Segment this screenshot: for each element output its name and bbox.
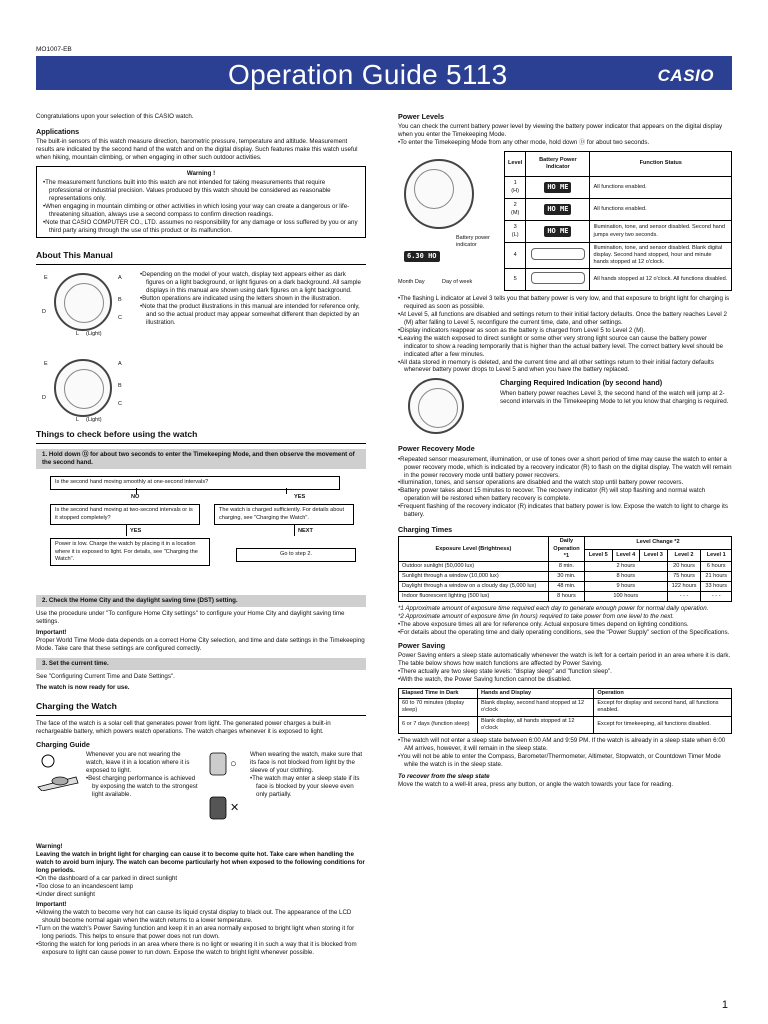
month-day-label: Month Day <box>398 279 425 286</box>
flow-question-2: Is the second hand moving at two-second intervals or is it stopped completely? <box>50 504 200 525</box>
second-hand-watch-illustration <box>398 378 494 440</box>
level-note: • All data stored in memory is deleted, and the current time and all other settings return to their initial factory defaults whenever battery power drops to Level 5 and when you have the battery replaced. <box>398 359 732 375</box>
important-2-item: • Storing the watch for long periods in an area where there is no light or wearing it in such a way that it is blocked from exposure to light can cause power to run down. Expose the watch to bright light whenever possible. <box>36 941 366 957</box>
status-col-header: Function Status <box>590 152 732 177</box>
step-2-text: Use the procedure under "To configure Home City settings" to configure your Home City and daylight saving time settings. <box>36 610 345 626</box>
recover-heading: To recover from the sleep state <box>398 772 490 780</box>
table-row: Sunlight through a window (10,000 lux) 30 min. 8 hours 75 hours 21 hours <box>399 571 732 581</box>
flow-next-label: NEXT <box>298 528 313 535</box>
level-note: • The flashing L indicator at Level 3 tells you that battery power is very low, and that exposure to bright light for charging is required as soon as possible. <box>398 295 732 311</box>
recover-text: Move the watch to a well-lit area, press any button, or angle the watch towards your face for reading. <box>398 780 674 788</box>
warning-item: • When engaging in mountain climbing or other activities in which losing your way can create a dangerous or life-threatening situation, always use a second compass to confirm direction readings. <box>43 203 359 219</box>
intro-text: Congratulations upon your selection of this CASIO watch. <box>36 113 194 120</box>
power-levels-text: You can check the current battery power level by viewing the battery power indicator that appears on the digital display when you enter the Timekeeping Mode. <box>398 123 723 139</box>
table-row: 6 or 7 days (function sleep) Blank display, all hands stopped at 12 o'clock Except for timekeeping, all functions disabled. <box>399 716 732 733</box>
page-title: Operation Guide 5113 <box>228 59 508 90</box>
table-row: 60 to 70 minutes (display sleep) Blank display, second hand stopped at 12 o'clock Except for display and second hand, all functions enabled. <box>399 699 732 716</box>
left-column <box>36 110 366 957</box>
level-table <box>504 151 732 291</box>
ok-icon: ○ <box>230 757 237 770</box>
day-of-week-label: Day of week <box>442 279 473 286</box>
applications-heading: Applications <box>36 126 80 136</box>
power-levels-heading: Power Levels <box>398 112 444 121</box>
sleep-note: • The watch will not enter a sleep state between 6:00 AM and 9:59 PM. If the watch is already in a sleep state when 6:00 AM arrives, however, it will remain in the sleep state. <box>398 737 732 753</box>
title-banner <box>36 56 732 90</box>
charging-times-table: Exposure Level (Brightness) Daily Operation *1 Level Change *2 Level 5 Level 4 Level 3 Level 2 Level 1 Outdoor sunlight (50,000 lux) 8 min. 2 hours 20 hours 6 hours Sunlight through a window (10,000 lux) 30 min. 8 hours 75 hours 21 hours Daylight through a window on a cloudy day (5,000 lux) 48 min. 9 hours 122 hours 33 hours Indoor fluorescent lighting (500 lux) 8 hours 100 hours - - - - - - <box>398 536 732 602</box>
step-3-text: See "Configuring Current Time and Date Settings". <box>36 672 175 680</box>
about-item: • Note that the product illustrations in this manual are intended for reference only, and so the actual product may appear somewhat different than depicted by an illustration. <box>140 303 366 327</box>
table-row: Daylight through a window on a cloudy day (5,000 lux) 48 min. 9 hours 122 hours 33 hours <box>399 582 732 592</box>
flow-low-power-box: Power is low. Charge the watch by placing it in a location where it is exposed to light. For details, see "Charging the Watch". <box>50 538 210 566</box>
power-saving-item: • There actually are two sleep state levels: "display sleep" and "function sleep". <box>398 668 732 676</box>
flow-yes-label: YES <box>294 494 306 501</box>
power-saving-table: Elapsed Time in Dark Hands and Display Operation 60 to 70 minutes (display sleep) Blank display, second hand stopped at 12 o'clock Except for display and second hand, all functions enabled. 6 or 7 days (function sleep) Blank display, all hands stopped at 12 o'clock Except for timekeeping, all functions disabled. <box>398 688 732 734</box>
exposure-col-header: Exposure Level (Brightness) <box>399 537 549 561</box>
level-note: • At Level 5, all functions are disabled and settings return to their initial factory defaults. Once the battery reaches Level 2 (M) after falling to Level 5, reconfigure the current time, date, and other settings. <box>398 311 732 327</box>
about-heading: About This Manual <box>36 244 366 265</box>
step-2-bar: 2. Check the Home City and the daylight saving time (DST) setting. <box>36 595 366 607</box>
table-row: 4 Illumination, tone, and sensor disabled. Blank digital display. Second hand stopped, hour and minute hands stopped at 12 o'clock. <box>505 243 732 269</box>
warning-box <box>36 166 366 239</box>
warning-item: • The measurement functions built into this watch are not intended for taking measurements that require professional or industrial precision. Values produced by this watch should be considered as reasonable representations only. <box>43 179 359 203</box>
power-saving-text: Power Saving enters a sleep state automatically whenever the watch is left for a certain period in an area where it is dark. The table below shows how watch functions are affected by Power Saving. <box>398 652 731 668</box>
ng-icon: ✕ <box>230 801 240 814</box>
important-2-item: • Allowing the watch to become very hot can cause its liquid crystal display to black out. The appearance of the LCD should become normal again when the watch returns to a lower temperature. <box>36 909 366 925</box>
footnote-2: *2 Approximate amount of exposure time (in hours) required to take power from one level to the next. <box>398 613 674 621</box>
recovery-heading: Power Recovery Mode <box>398 444 475 454</box>
sleep-note: • You will not be able to enter the Compass, Barometer/Thermometer, Altimeter, Stopwatch, or Countdown Timer Mode while the watch is in the sleep state. <box>398 753 732 769</box>
flow-charged-box: The watch is charged sufficiently. For details about charging, see "Charging the Watch". <box>214 504 354 525</box>
guide-right-text: When wearing the watch, make sure that its face is not blocked from light by the sleeve of your clothing. <box>250 750 363 774</box>
page-number: 1 <box>721 999 728 1011</box>
level-note: • Leaving the watch exposed to direct sunlight or some other very strong light source can cause the battery power indicator to show a reading temporarily that is higher than the actual battery level. The correct battery level should be indicated after a few minutes. <box>398 335 732 359</box>
warning-2-item: • Too close to an incandescent lamp <box>36 883 366 891</box>
charging-required-text: When battery power reaches Level 3, the second hand of the watch will jump at 2-second intervals in the Timekeeping Mode to let you know that charging is required. <box>500 389 729 405</box>
charging-note: • The above exposure times all are for reference only. Actual exposure times depend on lighting conditions. <box>398 621 732 629</box>
table-row: 2 (M) HO ME All functions enabled. <box>505 199 732 221</box>
document-code: MO1007-EB <box>36 46 72 53</box>
table-row: Indoor fluorescent lighting (500 lux) 8 hours 100 hours - - - - - - <box>399 592 732 602</box>
step-3-bar: 3. Set the current time. <box>36 658 366 670</box>
important-2-item: • Turn on the watch's Power Saving function and keep it in an area normally exposed to bright light when storing it for long periods. This helps to ensure that power does not run down. <box>36 925 366 941</box>
about-item: • Depending on the model of your watch, display text appears either as dark figures on a light background, or light figures on a dark background. All sample displays in this manual are shown using dark figures on a light background. <box>140 271 366 295</box>
level-col-header: Level <box>505 152 526 177</box>
power-levels-item: • To enter the Timekeeping Mode from any other mode, hold down Ⓓ for about two seconds. <box>398 139 732 147</box>
charging-heading: Charging the Watch <box>36 695 366 716</box>
level-note: • Display indicators reappear as soon as the battery is charged from Level 5 to Level 2 (M). <box>398 327 732 335</box>
charging-note: • For details about the operating time and daily operating conditions, see the "Power Supply" section of the Specifications. <box>398 629 732 637</box>
important-2-label: Important! <box>36 901 67 909</box>
things-heading: Things to check before using the watch <box>36 423 366 444</box>
footnote-1: *1 Approximate amount of exposure time required each day to generate enough power for normal daily operation. <box>398 605 709 613</box>
guide-right-item: • The watch may enter a sleep state if its face is blocked by your sleeve even only partially. <box>250 775 366 799</box>
daily-col-header: Daily Operation *1 <box>548 537 584 561</box>
warning-item: • Note that CASIO COMPUTER CO., LTD. assumes no responsibility for any damage or loss suffered by you or any third party arising through the use of this product or its malfunction. <box>43 219 359 235</box>
warning-2-label: Warning! <box>36 842 63 850</box>
power-saving-item: • With the watch, the Power Saving function cannot be disabled. <box>398 676 732 684</box>
battery-indicator-label: Battery power indicator <box>456 235 490 249</box>
flow-yes-label-2: YES <box>130 528 142 535</box>
wrist-icons <box>204 751 244 843</box>
flow-goto-box: Go to step 2. <box>236 548 356 561</box>
table-row: 5 All hands stopped at 12 o'clock. All functions disabled. <box>505 269 732 291</box>
recovery-item: • Frequent flashing of the recovery indicator (R) indicates that battery power is low. Expose the watch to light to charge its battery. <box>398 503 732 519</box>
power-saving-heading: Power Saving <box>398 641 446 651</box>
flow-no-label: NO <box>131 494 140 501</box>
guide-left-item: • Best charging performance is achieved by exposing the watch to the strongest light available. <box>86 775 198 799</box>
table-row: 3 (L) HO ME Illumination, tone, and sensor disabled. Second hand jumps every two seconds. <box>505 221 732 243</box>
table-row: Outdoor sunlight (50,000 lux) 8 min. 2 hours 20 hours 6 hours <box>399 561 732 571</box>
warning-2-item: • On the dashboard of a car parked in direct sunlight <box>36 875 366 883</box>
ready-text: The watch is now ready for use. <box>36 683 130 691</box>
recovery-item: • Battery power takes about 15 minutes to recover. The recovery indicator (R) will stop flashing and normal watch operation will be restored when battery recovery is complete. <box>398 487 732 503</box>
watch-illustration-1: E A B D C L (Light) <box>42 275 122 338</box>
table-row: 1 (H) HO ME All functions enabled. <box>505 177 732 199</box>
warning-title: Warning ! <box>186 169 216 177</box>
applications-text: The built-in sensors of this watch measure direction, barometric pressure, temperature and altitude. Measurement results are indicated by the second hand of the watch and on the digital display. Such features make this watch useful when hiking, mountain climbing, or when engaging in other such outdoor activities. <box>36 138 358 162</box>
level-change-header: Level Change *2 <box>584 537 731 549</box>
charging-required-heading: Charging Required Indication (by second hand) <box>500 378 663 388</box>
sun-lamp-icon <box>36 751 80 843</box>
indicator-col-header: Battery Power Indicator <box>526 152 590 177</box>
recovery-item: • Illumination, tones, and sensor operations are disabled and the watch stop until battery power recovers. <box>398 479 732 487</box>
warning-2-item: • Under direct sunlight <box>36 891 366 899</box>
important-text: Proper World Time Mode data depends on a correct Home City selection, and time and date settings in the Timekeeping Mode. Take care that these settings are configured correctly. <box>36 637 365 653</box>
charging-guide-heading: Charging Guide <box>36 739 90 749</box>
step-1-bar: 1. Hold down Ⓓ for about two seconds to enter the Timekeeping Mode, and then observe the movement of the second hand. <box>36 449 366 469</box>
flow-question-1: Is the second hand moving smoothly at one-second intervals? <box>50 476 340 489</box>
brand-logo: CASIO <box>657 66 714 85</box>
warning-2-text: Leaving the watch in bright light for charging can cause it to become quite hot. Take care when handling the watch to avoid burn injury. The watch can become particularly hot when exposed to the following conditions for long periods. <box>36 850 365 874</box>
watch-illustration-2: E A B D C L (Light) <box>42 361 122 424</box>
about-item: • Button operations are indicated using the letters shown in the illustration. <box>140 295 366 303</box>
charging-times-heading: Charging Times <box>398 525 453 535</box>
recovery-item: • Repeated sensor measurement, illumination, or use of tones over a short period of time may cause the watch to enter a power recovery mode, which is indicated by a recovery indicator (R) to flash on the digital display. The watch will remain in the power recovery mode until battery power recovers. <box>398 456 732 480</box>
watch-display-figure: 6.30 HO Battery power indicator Month Day Day of week <box>398 151 498 291</box>
guide-left-text: Whenever you are not wearing the watch, leave it in a location where it is exposed to light. <box>86 750 190 774</box>
important-label: Important! <box>36 629 67 637</box>
check-flowchart <box>36 472 366 590</box>
charging-text: The face of the watch is a solar cell that generates power from light. The generated power charges a built-in rechargeable battery, which powers watch operations. The watch charges whenever it is exposed to light. <box>36 719 331 735</box>
right-column <box>398 110 732 792</box>
